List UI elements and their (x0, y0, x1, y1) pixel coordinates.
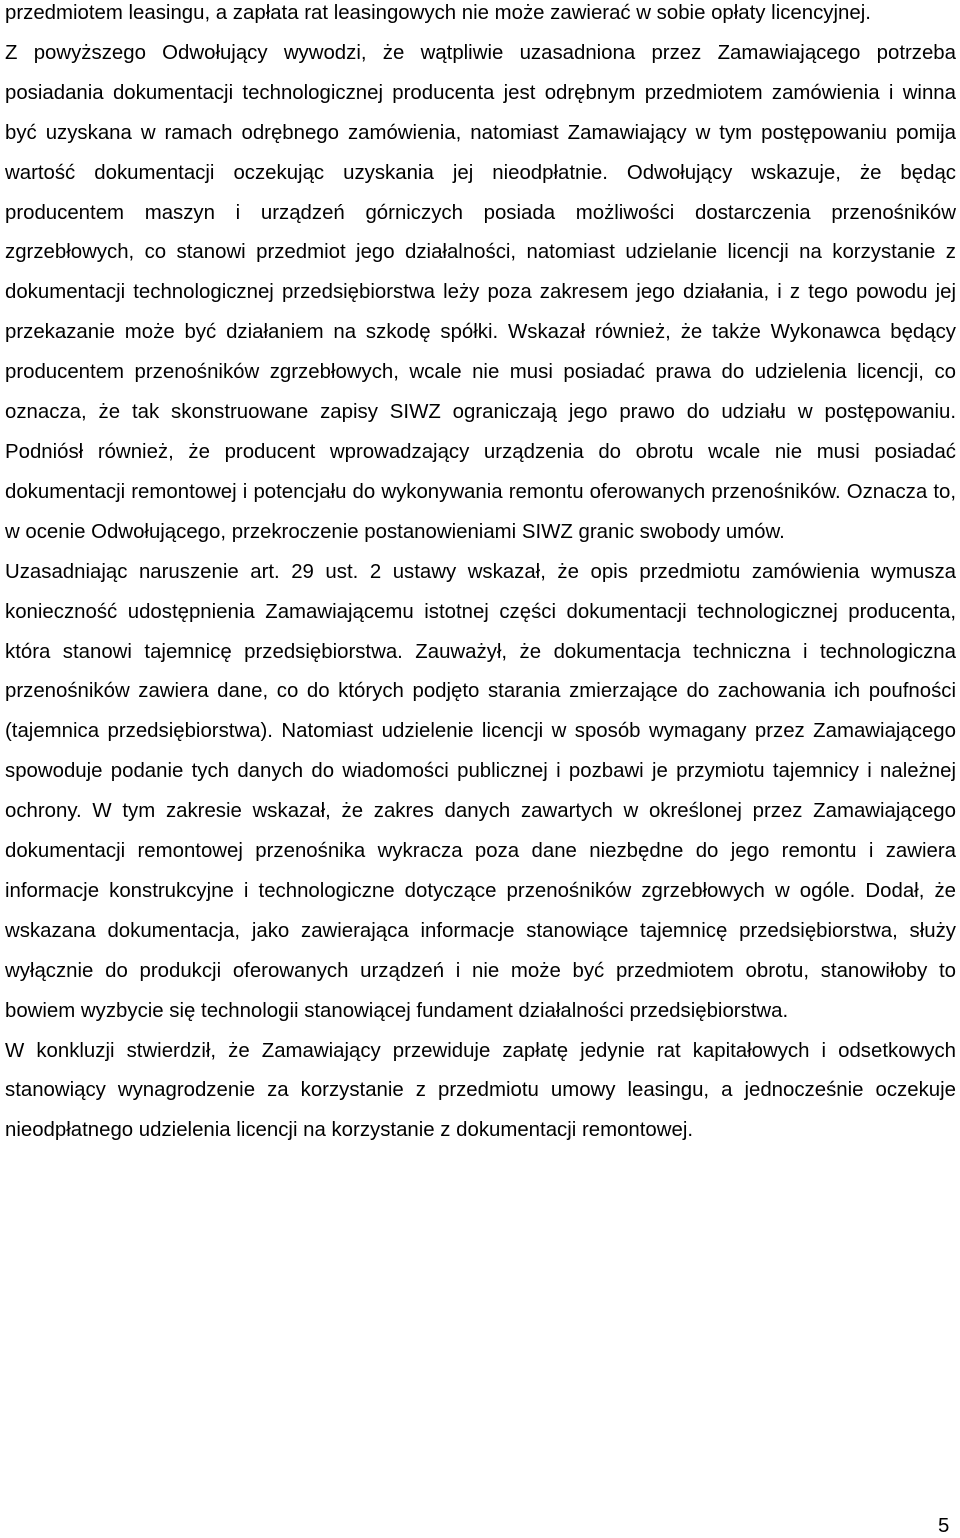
paragraph-art-29-violation: Uzasadniając naruszenie art. 29 ust. 2 ustawy wskazał, że opis przedmiotu zamówienia wymusza konieczność udostępnienia Zamawiającemu istotnej części dokumentacji technologicznej producenta, która stanowi tajemnicę przedsiębiorstwa. Zauważył, że dokumentacja techniczna i technologiczna przenośników zawiera dane, co do których podjęto starania zmierzające do zachowania ich poufności (tajemnica przedsiębiorstwa). Natomiast udzielenie licencji w sposób wymagany przez Zamawiającego spowoduje podanie tych danych do wiadomości publicznej i pozbawi je przymiotu tajemnicy i należnej ochrony. W tym zakresie wskazał, że zakres danych zawartych w określonej przez Zamawiającego dokumentacji remontowej przenośnika wykracza poza dane niezbędne do jego remontu i zawiera informacje konstrukcyjne i technologiczne dotyczące przenośników zgrzebłowych w ogóle. Dodał, że wskazana dokumentacja, jako zawierająca informacje stanowiące tajemnicę przedsiębiorstwa, służy wyłącznie do produkcji oferowanych urządzeń i nie może być przedmiotem obrotu, stanowiłoby to bowiem wyzbycie się technologii stanowiącej fundament działalności przedsiębiorstwa. (5, 560, 956, 1022)
page-number: 5 (938, 1515, 950, 1537)
document-body (5, 0, 956, 1151)
paragraph-leasing-continuation: przedmiotem leasingu, a zapłata rat leasingowych nie może zawierać w sobie opłaty licencyjnej. (5, 2, 871, 24)
paragraph-appellant-arguments: Z powyższego Odwołujący wywodzi, że wątpliwie uzasadniona przez Zamawiającego potrzeba posiadania dokumentacji technologicznej producenta jest odrębnym przedmiotem zamówienia i winna być uzyskana w ramach odrębnego zamówienia, natomiast Zamawiający w tym postępowaniu pomija wartość dokumentacji oczekując uzyskania jej nieodpłatnie. Odwołujący wskazuje, że będąc producentem maszyn i urządzeń górniczych posiada możliwości dostarczenia przenośników zgrzebłowych, co stanowi przedmiot jego działalności, natomiast udzielanie licencji na korzystanie z dokumentacji technologicznej przedsiębiorstwa leży poza zakresem jego działania, i z tego powodu jej przekazanie może być działaniem na szkodę spółki. Wskazał również, że także Wykonawca będący producentem przenośników zgrzebłowych, wcale nie musi posiadać prawa do udzielenia licencji, co oznacza, że tak skonstruowane zapisy SIWZ ograniczają jego prawo do udziału w postępowaniu. Podniósł również, że producent wprowadzający urządzenia do obrotu wcale nie musi posiadać dokumentacji remontowej i potencjału do wykonywania remontu oferowanych przenośników. Oznacza to, w ocenie Odwołującego, przekroczenie postanowieniami SIWZ granic swobody umów. (5, 41, 956, 543)
paragraph-conclusion: W konkluzji stwierdził, że Zamawiający przewiduje zapłatę jedynie rat kapitałowych i odsetkowych stanowiący wynagrodzenie za korzystanie z przedmiotu umowy leasingu, a jednocześnie oczekuje nieodpłatnego udzielenia licencji na korzystanie z dokumentacji remontowej. (5, 1039, 956, 1142)
